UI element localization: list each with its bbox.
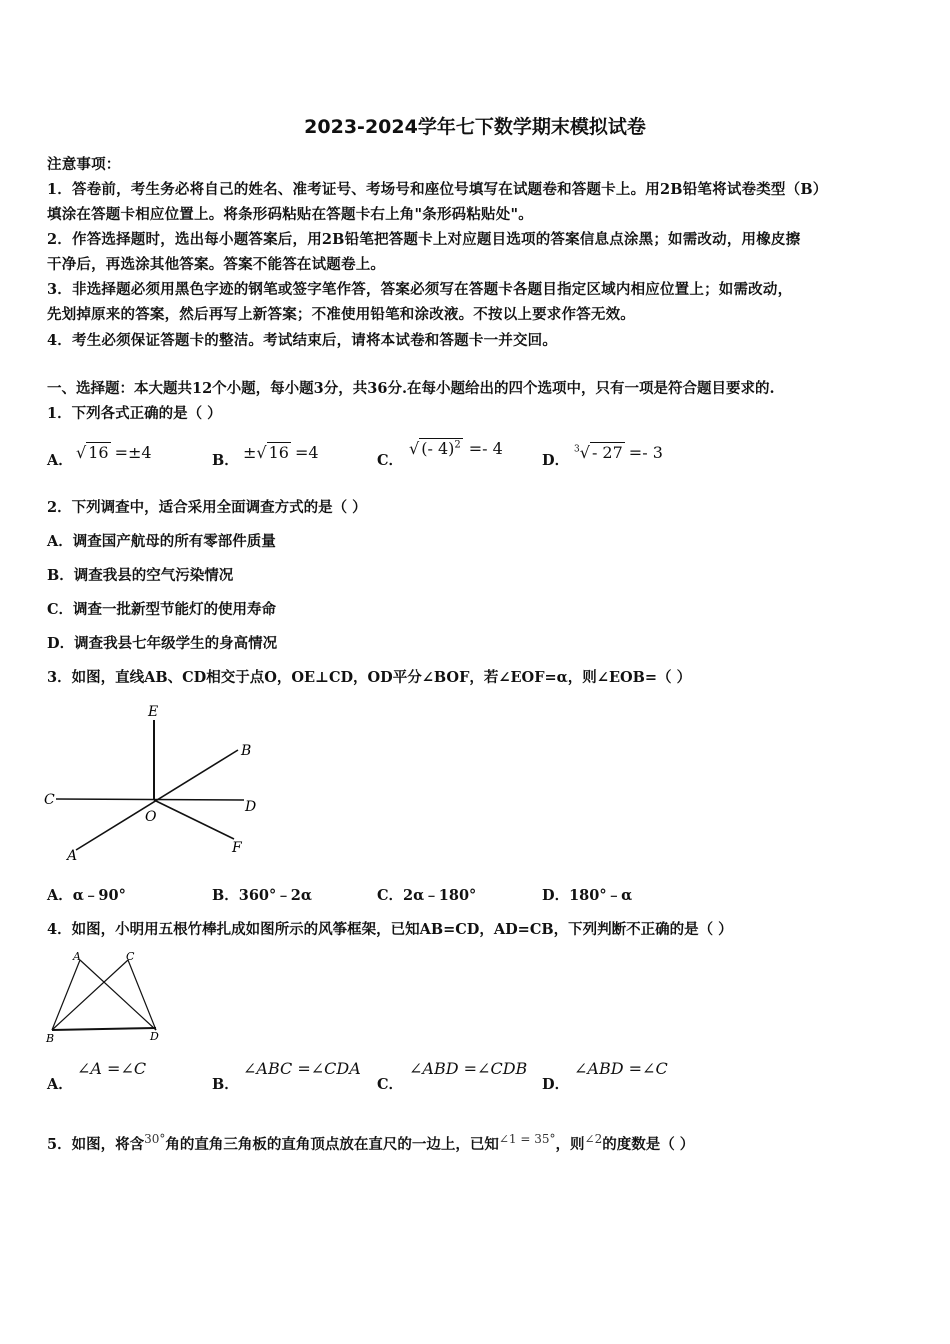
question-3-stem: 3．如图，直线AB、CD相交于点O，OE⊥CD，OD平分∠BOF，若∠EOF=α，则∠EOB=（ ） xyxy=(47,669,692,686)
question-1-stem: 1．下列各式正确的是（ ） xyxy=(47,405,222,422)
label-B: B xyxy=(241,743,252,759)
label-A: A xyxy=(73,950,81,963)
kite-frame-diagram xyxy=(42,948,172,1048)
q1-option-b-label: B． xyxy=(212,452,239,469)
page-title: 2023-2024学年七下数学期末模拟试卷 xyxy=(304,116,646,138)
question-5-stem: 5．如图，将含$^{30^\circ}$角的直角三角板的直角顶点放在直尺的一边上，已知$^{\angle 1 = 35^\circ}$，则$^{\angle 2}$的度数是（ ） xyxy=(47,1132,695,1153)
q4-option-b-label: B． xyxy=(212,1076,239,1093)
q4-option-a-formula: ∠A =∠C xyxy=(77,1059,147,1078)
label-F: F xyxy=(232,840,242,856)
segment-CB xyxy=(52,960,128,1030)
q4-option-d-formula: ∠ABD =∠C xyxy=(574,1059,668,1078)
q4-option-c-formula: ∠ABD =∠CDB xyxy=(409,1059,528,1078)
label-B: B xyxy=(46,1032,55,1045)
segment-AD xyxy=(80,960,156,1030)
note-line: 先划掉原来的答案，然后再写上新答案；不准使用铅笔和涂改液。不按以上要求作答无效。 xyxy=(47,306,635,323)
q5-angle-1: ∠1 = 35° xyxy=(498,1132,556,1146)
note-line: 4．考生必须保证答题卡的整洁。考试结束后，请将本试卷和答题卡一并交回。 xyxy=(47,332,558,349)
note-line: 填涂在答题卡相应位置上。将条形码粘贴在答题卡右上角"条形码粘贴处"。 xyxy=(47,206,533,223)
q2-option-d: D．调查我县七年级学生的身高情况 xyxy=(47,635,278,652)
q4-figure xyxy=(42,948,172,1048)
q4-option-b-formula: ∠ABC =∠CDA xyxy=(243,1059,361,1078)
q5-angle-2: ∠2 xyxy=(584,1132,603,1146)
radicand: 16 xyxy=(268,443,289,462)
section-heading: 一、选择题：本大题共12个小题，每小题3分，共36分.在每小题给出的四个选项中，只有一项是符合题目要求的. xyxy=(47,380,775,397)
notes-heading: 注意事项： xyxy=(47,156,121,173)
label-D: D xyxy=(150,1030,159,1043)
label-A: A xyxy=(67,848,78,864)
question-4-stem: 4．如图，小明用五根竹棒扎成如图所示的风筝框架，已知AB=CD，AD=CB，下列判断不正确的是（ ） xyxy=(47,921,733,938)
q3-option-c: C．2α﹣180° xyxy=(377,887,477,904)
line-CD xyxy=(56,799,244,800)
note-line: 3．非选择题必须用黑色字迹的钢笔或签字笔作答，答案必须写在答题卡各题目指定区域内相应位置上；如需改动， xyxy=(47,281,793,298)
radicand: 16 xyxy=(88,443,109,462)
q1-option-b-formula: ±√ 16 =4 xyxy=(243,443,319,462)
q3-option-d: D．180°﹣α xyxy=(542,887,633,904)
label-C: C xyxy=(44,792,55,808)
q1-option-a-formula: √ 16 =±4 xyxy=(76,443,152,462)
intersecting-lines-diagram xyxy=(40,700,270,870)
q1-option-d-label: D． xyxy=(542,452,570,469)
note-line: 2．作答选择题时，选出每小题答案后，用2B铅笔把答题卡上对应题目选项的答案信息点涂黑；如需改动，用橡皮擦 xyxy=(47,231,801,248)
segment-AB xyxy=(52,960,80,1030)
q1-option-a-label: A． xyxy=(47,452,73,469)
note-line: 干净后，再选涂其他答案。答案不能答在试题卷上。 xyxy=(47,256,386,273)
ray-OF xyxy=(154,800,234,839)
question-2-stem: 2．下列调查中，适合采用全面调查方式的是（ ） xyxy=(47,499,367,516)
label-C: C xyxy=(126,950,135,963)
label-D: D xyxy=(245,799,257,815)
q3-figure xyxy=(40,700,270,870)
q1-option-d-formula: $^3$√ - 27 =- 3 xyxy=(574,443,663,462)
q4-option-d-label: D． xyxy=(542,1076,570,1093)
q1-option-c-label: C． xyxy=(377,452,404,469)
segment-BD xyxy=(52,1028,156,1030)
q2-option-a: A．调查国产航母的所有零部件质量 xyxy=(47,533,276,550)
q3-option-b: B．360°﹣2α xyxy=(212,887,313,904)
q3-option-a: A．α﹣90° xyxy=(47,887,126,904)
q5-angle-30: 30° xyxy=(144,1132,166,1146)
radicand: (- 4)$^2$ xyxy=(421,439,461,458)
segment-CD xyxy=(128,960,156,1030)
note-line: 1．答卷前，考生务必将自己的姓名、准考证号、考场号和座位号填写在试题卷和答题卡上。用2B铅笔将试卷类型（B） xyxy=(47,181,828,198)
q4-option-c-label: C． xyxy=(377,1076,404,1093)
q4-option-a-label: A． xyxy=(47,1076,73,1093)
radicand: - 27 xyxy=(591,443,623,462)
q1-option-c-formula: √ (- 4)$^2$ =- 4 xyxy=(409,439,503,458)
label-E: E xyxy=(148,704,159,720)
q2-option-c: C．调查一批新型节能灯的使用寿命 xyxy=(47,601,277,618)
label-O: O xyxy=(145,809,157,825)
q2-option-b: B．调查我县的空气污染情况 xyxy=(47,567,234,584)
